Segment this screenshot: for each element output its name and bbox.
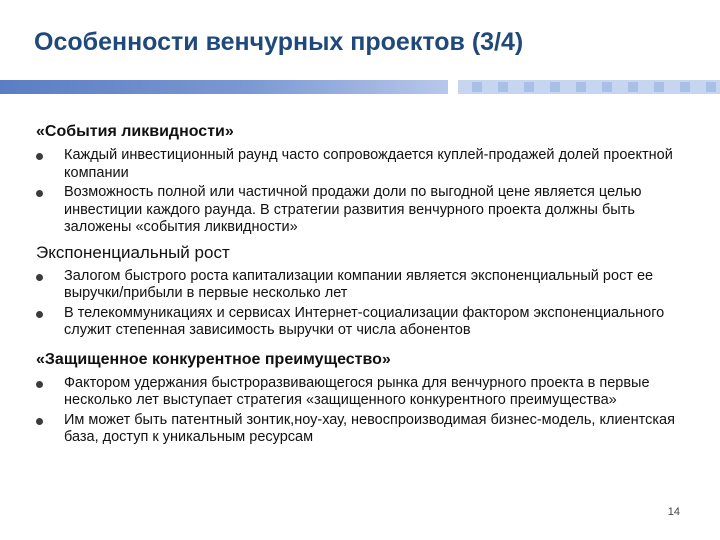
band-square: [602, 82, 612, 92]
list-item: [36, 412, 686, 447]
band-square: [680, 82, 690, 92]
bullet-icon: [36, 190, 43, 197]
band-square: [498, 82, 508, 92]
section-heading-liquidity: «События ликвидности»: [36, 123, 234, 140]
band-pattern-bar: [458, 80, 720, 94]
bullet-icon: [36, 418, 43, 425]
slide-title: Особенности венчурных проектов (3/4): [34, 28, 524, 56]
band-square: [524, 82, 534, 92]
band-square: [576, 82, 586, 92]
list-item: [36, 147, 686, 182]
list-item-text: В телекоммуникациях и сервисах Интернет-социализации фактором экспоненциального служит степенная зависимость выручки от числа абонентов: [64, 304, 665, 338]
section-heading-exponential-growth: Экспоненциальный рост: [36, 242, 230, 262]
band-square: [654, 82, 664, 92]
section-heading-competitive-advantage: «Защищенное конкурентное преимущество»: [36, 350, 391, 368]
band-square: [628, 82, 638, 92]
bullet-icon: [36, 381, 43, 388]
list-item: [36, 268, 686, 303]
bullet-icon: [36, 311, 43, 318]
list-item: [36, 375, 686, 410]
band-square: [472, 82, 482, 92]
list-item: [36, 305, 686, 340]
page-number: 14: [667, 506, 680, 518]
list-item-text: Им может быть патентный зонтик,ноу-хау, невоспроизводимая бизнес-модель, клиентская база, доступ к уникальным ресурсам: [64, 411, 675, 445]
list-item: [36, 184, 686, 237]
band-square: [550, 82, 560, 92]
bullet-list-competitive-advantage: [36, 375, 686, 447]
header-decorative-band: [0, 80, 720, 94]
band-square: [706, 82, 716, 92]
band-gap: [448, 80, 458, 94]
bullet-icon: [36, 153, 43, 160]
band-gradient-bar: [0, 80, 448, 94]
list-item-text: Каждый инвестиционный раунд часто сопровождается куплей-продажей долей проектной компании: [64, 147, 673, 181]
slide-body: [36, 122, 686, 453]
bullet-list-exponential-growth: [36, 268, 686, 340]
bullet-icon: [36, 274, 43, 281]
list-item-text: Фактором удержания быстроразвивающегося рынка для венчурного проекта в первые несколько лет выступает стратегия «защищенного конкурентного преимущества»: [64, 374, 650, 408]
list-item-text: Залогом быстрого роста капитализации компании является экспоненциальный рост ее выручки/прибыли в первые несколько лет: [64, 267, 654, 301]
bullet-list-liquidity: [36, 147, 686, 237]
list-item-text: Возможность полной или частичной продажи доли по выгодной цене является целью инвестиции каждого раунда. В стратегии развития венчурного проекта должны быть заложены «события ликвидности»: [64, 184, 642, 235]
